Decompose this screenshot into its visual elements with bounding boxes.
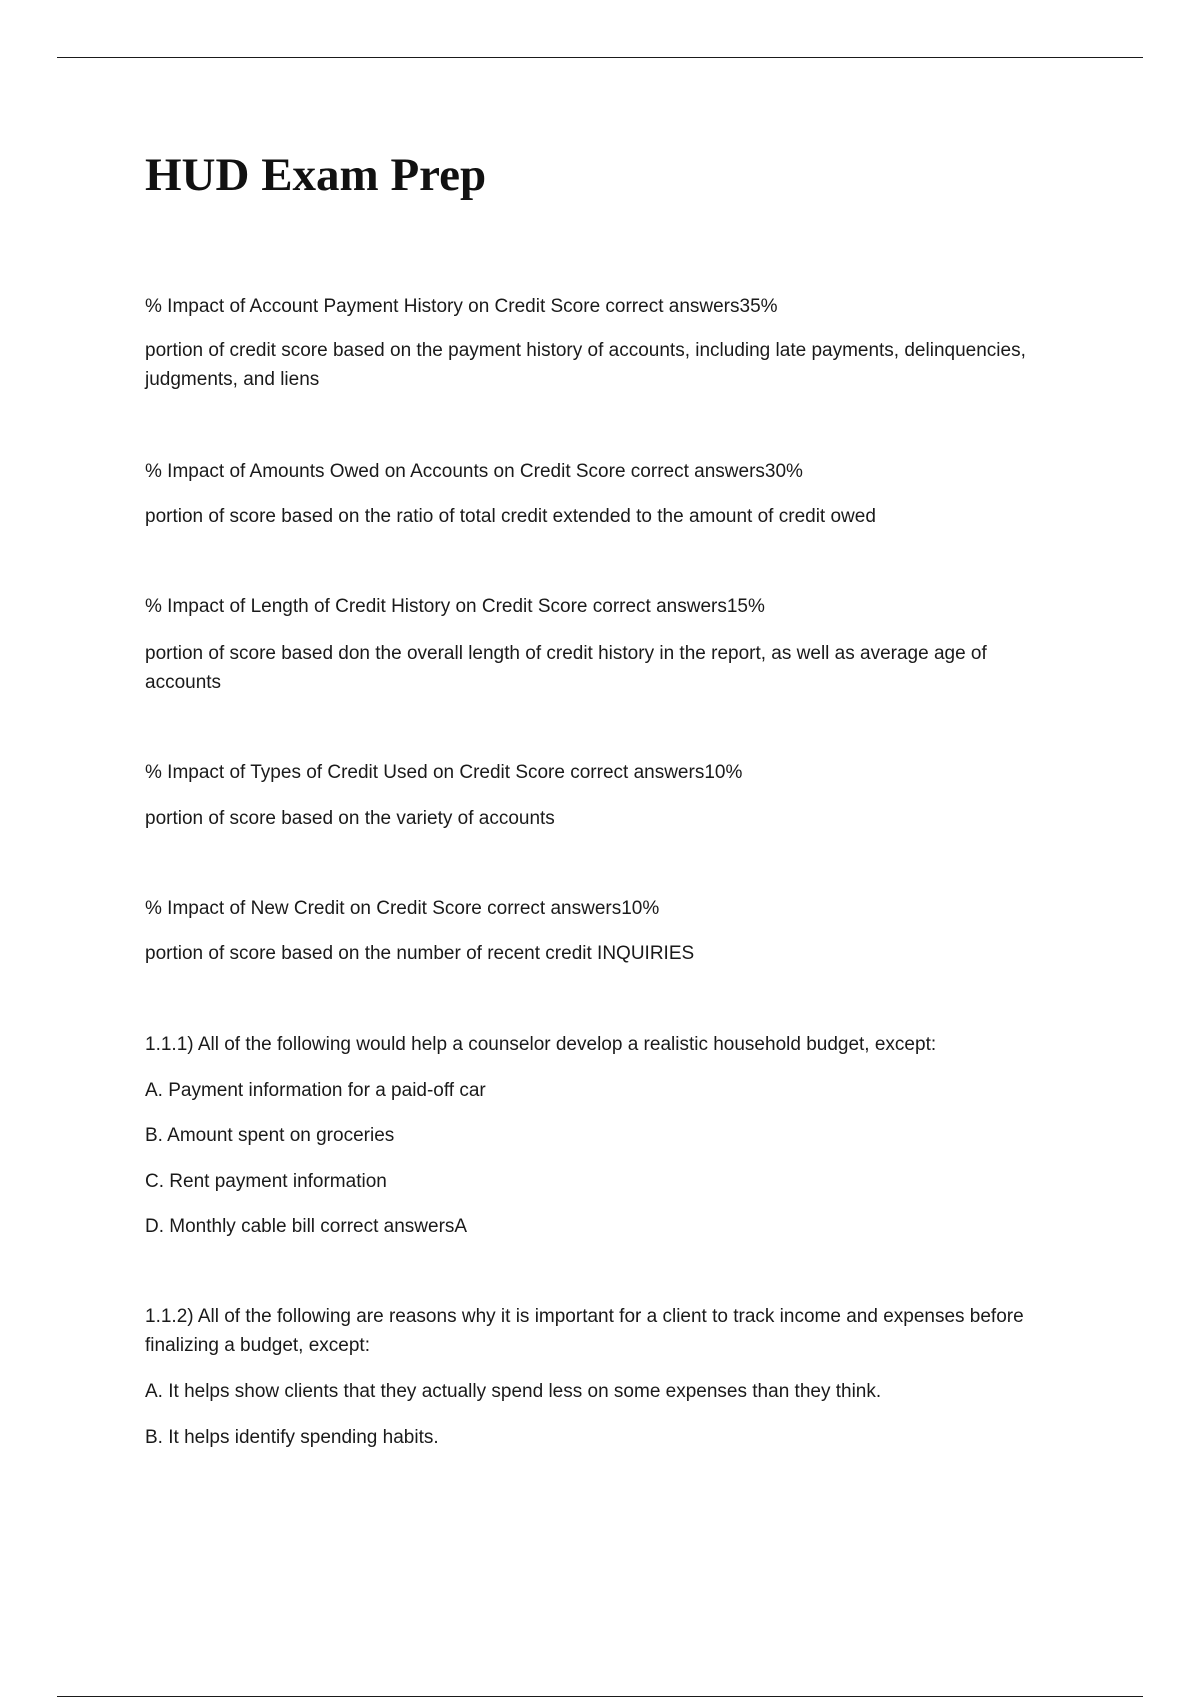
card-definition: portion of score based on the ratio of total credit extended to the amount of credit owed xyxy=(145,506,876,527)
card-term: % Impact of Account Payment History on Credit Score correct answers35% xyxy=(145,296,778,317)
question-option: B. Amount spent on groceries xyxy=(145,1125,395,1146)
card-term: % Impact of Types of Credit Used on Credit Score correct answers10% xyxy=(145,762,743,783)
question-prompt: 1.1.1) All of the following would help a counselor develop a realistic household budget, except: xyxy=(145,1034,937,1055)
question-option: A. Payment information for a paid-off car xyxy=(145,1080,486,1101)
question-prompt: 1.1.2) All of the following are reasons why it is important for a client to track income and expenses before finalizing a budget, except: xyxy=(145,1306,1024,1356)
card-definition: portion of score based on the variety of accounts xyxy=(145,808,555,829)
header-rule xyxy=(57,57,1143,58)
question-option: D. Monthly cable bill correct answersA xyxy=(145,1216,468,1237)
footer-rule xyxy=(57,1696,1143,1697)
question-option: B. It helps identify spending habits. xyxy=(145,1427,439,1448)
question-option: C. Rent payment information xyxy=(145,1171,387,1192)
document-title: HUD Exam Prep xyxy=(145,149,487,201)
card-definition: portion of score based don the overall length of credit history in the report, as well as average age of accounts xyxy=(145,643,987,693)
question-option: A. It helps show clients that they actually spend less on some expenses than they think. xyxy=(145,1381,882,1402)
card-term: % Impact of New Credit on Credit Score correct answers10% xyxy=(145,898,660,919)
card-term: % Impact of Amounts Owed on Accounts on Credit Score correct answers30% xyxy=(145,461,803,482)
card-definition: portion of score based on the number of recent credit INQUIRIES xyxy=(145,943,695,964)
card-term: % Impact of Length of Credit History on Credit Score correct answers15% xyxy=(145,596,765,617)
card-definition: portion of credit score based on the payment history of accounts, including late payments, delinquencies, judgments, and liens xyxy=(145,340,1026,390)
